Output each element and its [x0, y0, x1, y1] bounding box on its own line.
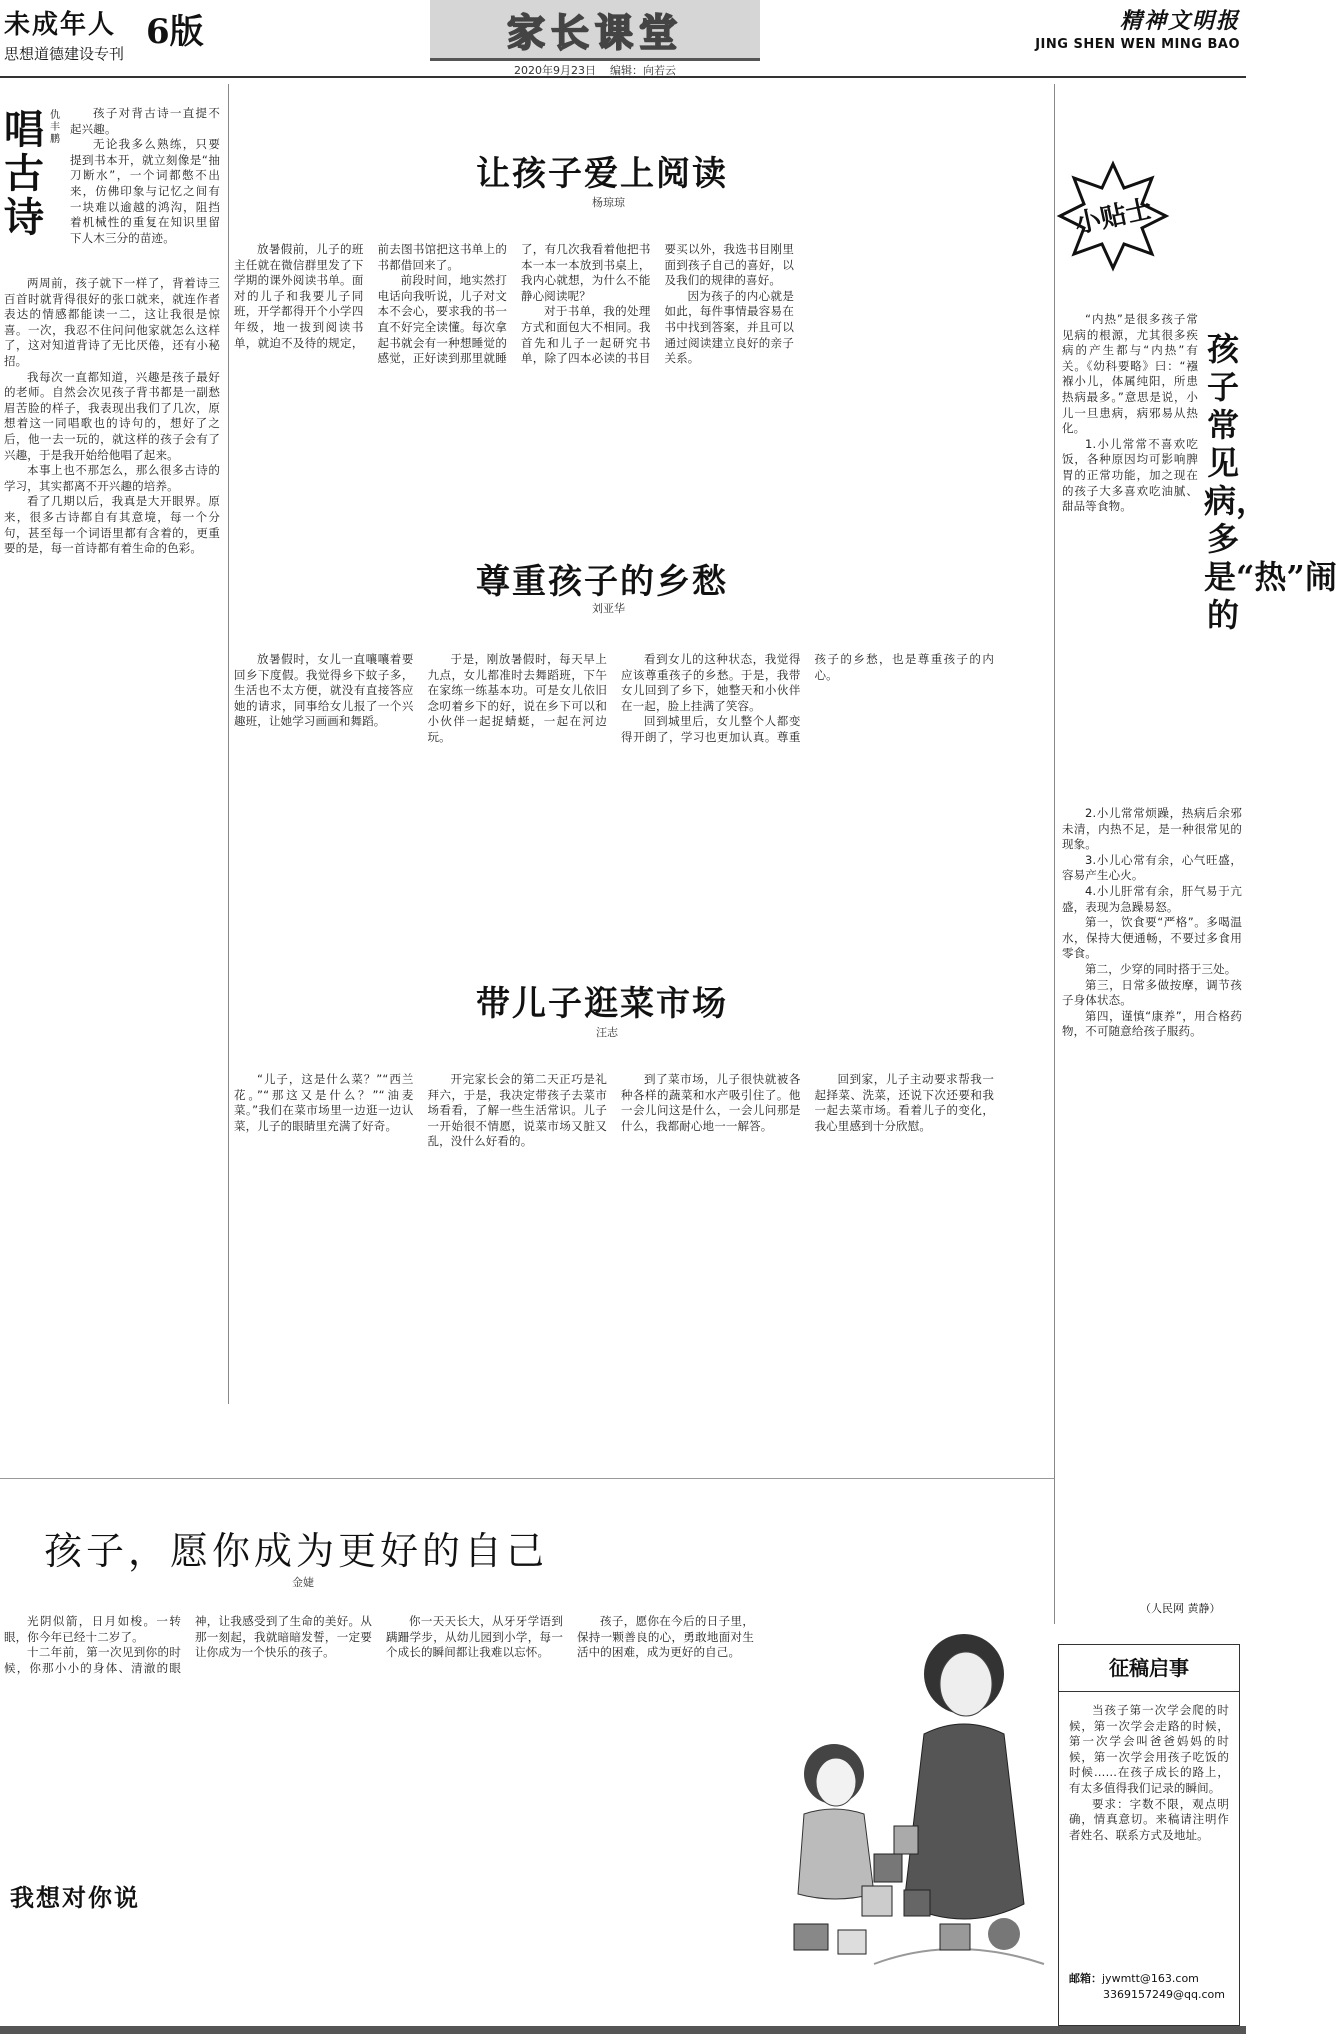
article-paragraph: 光阴似箭，日月如梭。一转眼，你今年已经十二岁了。: [4, 1614, 181, 1644]
article-author: 杨琼琼: [592, 196, 625, 209]
tip-paragraph: 第四，谨慎“康养”，用合格药物，不可随意给孩子服药。: [1062, 1008, 1242, 1039]
article-paragraph: 你一天天长大，从牙牙学语到蹒跚学步，从幼儿园到小学，每一个成长的瞬间都让我难以忘怀。: [386, 1614, 563, 1660]
section-subtitle: 思想道德建设专刊: [4, 45, 125, 63]
article-title: 孩子，愿你成为更好的自己: [44, 1529, 549, 1573]
email-address[interactable]: jywmtt@163.com: [1102, 1972, 1199, 1985]
tip-paragraph: 1.小儿常常不喜欢吃饭，各种原因均可影响脾胃的正常功能，加之现在的孩子大多喜欢吃油腻、甜品等食物。: [1062, 436, 1198, 514]
call-paragraph: 要求：字数不限，观点明确，情真意切。来稿请注明作者姓名、联系方式及地址。: [1069, 1796, 1229, 1842]
call-for-papers-box: [1058, 1644, 1240, 2026]
sidebar-author: 仇丰鹏: [50, 110, 60, 145]
article-paragraph: 回到家，儿子主动要求帮我一起择菜、洗菜，还说下次还要和我一起去菜市场。看着儿子的变化，我心里感到十分欣慰。: [814, 1072, 994, 1133]
call-paragraph: 当孩子第一次学会爬的时候，第一次学会走路的时候，第一次学会叫爸爸妈妈的时候，第一次学会用孩子吃饭的时候……在孩子成长的路上，有太多值得我们记录的瞬间。: [1069, 1703, 1229, 1795]
article-paragraph: 十二年前，第一次见到你的时候，你那小小的身体、清澈的眼神，让我感受到了生命的美好。从那一刻起，我就暗暗发誓，一定要让你成为一个快乐的孩子。: [4, 1614, 372, 1675]
article-body: [234, 242, 794, 492]
article-paragraph: 于是，刚放暑假时，每天早上九点，女儿都准时去舞蹈班，下午在家练一练基本功。可是女儿依旧念叨着乡下的好，说在乡下可以和小伙伴一起捉蜻蜓，一起在河边玩。: [427, 652, 607, 744]
page-number: 6版: [146, 12, 204, 52]
column-label: [4, 1848, 204, 1912]
tip-paragraph: 第一，饮食要“严格”。多喝温水，保持大便通畅，不要过多食用零食。: [1062, 915, 1242, 961]
tip-paragraph: 第三，日常多做按摩，调节孩子身体状态。: [1062, 977, 1242, 1008]
sidebar-paragraph: 我每次一直都知道，兴趣是孩子最好的老师。自然会次见孩子背书都是一副愁眉苦脸的样子，我表现出我们了几次，原想着这一同唱歌也的诗句的，想好了之后，他一去一玩的，就这样的孩子会有了兴趣，于是我开始给他唱了起来。: [4, 369, 220, 462]
article-author: 金婕: [292, 1576, 314, 1589]
date: 2020年9月23日: [514, 64, 596, 77]
tip-body-lower: [1062, 806, 1242, 1594]
sidebar-paragraph: 两周前，孩子就下一样了，背着诗三百首时就背得很好的张口就来，就连作者表达的情感都能读一二，这让我很是惊喜。一次，我忍不住问问他家就怎么这样了，这对知道背诗了无比厌倦，还有小秘招。: [4, 276, 220, 368]
article-paragraph: 回到城里后，女儿整个人都变得开朗了，学习也更加认真。尊重孩子的乡愁，也是尊重孩子的内心。: [621, 652, 994, 744]
article-body-2: [800, 242, 990, 492]
article-title: 带儿子逛菜市场: [476, 984, 728, 1024]
sidebar-body: [70, 106, 220, 272]
tip-paragraph: 第二，少穿的同时搭于三处。: [1085, 961, 1237, 976]
article-paragraph: 对于书单，我的处理方式和面包大不相同。我首先和儿子一起研究书单，除了四本必读的书目要买以外，我选书目刚里面到孩子自己的喜好，以及我们的规律的喜好。: [521, 242, 794, 366]
article-paragraph: “儿子，这是什么菜？”“西兰花。”“那这又是什么？”“油麦菜。”我们在菜市场里一边逛一边认菜，儿子的眼睛里充满了好奇。: [234, 1072, 414, 1133]
tip-title: 孩子常见病，多是“热”闹的: [1204, 330, 1337, 634]
tip-author: （人民网 黄静）: [1140, 1602, 1221, 1615]
article-paragraph: 放暑假前，儿子的班主任就在微信群里发了下学期的课外阅读书单。面对的儿子和我要儿子同班，开学都得开个小学四年级，地一拔到阅读书单，就迫不及待的规定，前去图书馆把这书单上的书都借回来了。: [234, 242, 507, 350]
sidebar-paragraph: 孩子对背古诗一直提不起兴趣。: [70, 106, 220, 136]
banner: [430, 0, 760, 61]
article-body: [234, 1072, 994, 1412]
article-paragraph: 到了菜市场，儿子很快就被各种各样的蔬菜和水产吸引住了。他一会儿问这是什么，一会儿问那是什么，我都耐心地一一解答。: [621, 1072, 801, 1133]
column-label-text: 我想对你说: [10, 1883, 140, 1912]
section-header: [4, 4, 124, 64]
article-author: 汪志: [596, 1026, 618, 1039]
sidebar-body-lower: [4, 276, 220, 1406]
sidebar-title: 唱古诗: [4, 106, 44, 241]
paper-logo: [1035, 4, 1240, 52]
article-paragraph: 开完家长会的第二天正巧是礼拜六，于是，我决定带孩子去菜市场看看，了解一些生活常识。儿子一开始很不情愿，说菜市场又脏又乱，没什么好看的。: [427, 1072, 607, 1149]
article-paragraph: 孩子，愿你在今后的日子里，保持一颗善良的心，勇敢地面对生活中的困难，成为更好的自己。: [577, 1614, 754, 1660]
article-paragraph: 看到女儿的这种状态，我觉得应该尊重孩子的乡愁。于是，我带女儿回到了乡下，她整天和小伙伴在一起，脸上挂满了笑容。: [621, 652, 801, 713]
mother-child-illustration: [754, 1604, 1054, 1984]
call-body: [1069, 1703, 1229, 1963]
tip-paragraph: 2.小儿常常烦躁，热病后余邪未清，内热不足，是一种很常见的现象。: [1062, 806, 1242, 852]
tip-paragraph: 3.小儿心常有余，心气旺盛，容易产生心火。: [1062, 852, 1242, 883]
article-body: [234, 652, 994, 912]
article-paragraph: 因为孩子的内心就是如此，每件事情最容易在书中找到答案，并且可以通过阅读建立良好的亲子关系。: [664, 288, 794, 366]
article-title: 尊重孩子的乡愁: [476, 562, 728, 602]
article-body: [4, 1614, 754, 1829]
article-paragraph: 前段时间，地实然打电话向我听说，儿子对文本不会心，要求我的书一直不好完全读懂。每次拿起书就会有一种想睡觉的感觉，正好读到那里就睡了，有几次我看着他把书本一本一本放到书桌上，我内心就想，为什么不能静心阅读呢？: [377, 242, 651, 366]
paper-pinyin: JING SHEN WEN MING BAO: [1035, 37, 1240, 52]
section-title: 未成年人: [4, 10, 117, 40]
article-title: 让孩子爱上阅读: [476, 154, 728, 194]
article-author: 刘亚华: [592, 602, 625, 615]
sidebar-paragraph: 看了几期以后，我真是大开眼界。原来，很多古诗都自有其意境，每一个分句，甚至每一个词语里都有含着的，更重要的是，每一首诗都有着生命的色彩。: [4, 494, 220, 556]
banner-title: 家长课堂: [506, 11, 683, 55]
sidebar-paragraph: 本事上也不那怎么，那么很多古诗的学习，其实都离不开兴趣的培养。: [4, 463, 220, 493]
email-label: 邮箱：: [1069, 1972, 1102, 1985]
article-paragraph: 放暑假时，女儿一直嚷嚷着要回乡下度假。我觉得乡下蚊子多，生活也不太方便，就没有直接答应她的请求，同事给女儿报了一个兴趣班，让她学习画画和舞蹈。: [234, 652, 414, 729]
tip-badge-label: 小贴士: [1072, 194, 1155, 240]
date-line: [430, 62, 760, 78]
tip-body: [1062, 312, 1198, 802]
call-title: 征稿启事: [1059, 1645, 1239, 1692]
call-email: [1069, 1971, 1225, 2003]
paper-logo-text: 精神文明报: [1119, 8, 1240, 34]
sidebar-paragraph: 无论我多么熟练，只要提到书本开，就立刻像是“抽刀断水”，一个词都憋不出来，仿佛印象与记忆之间有一块难以逾越的鸿沟，阻挡着机械性的重复在知识里留下人木三分的苗迹。: [70, 137, 220, 245]
email-address-2[interactable]: 3369157249@qq.com: [1103, 1988, 1225, 2001]
tip-paragraph: 4.小儿肝常有余，肝气易于亢盛，表现为急躁易怒。: [1062, 883, 1242, 914]
editor: 编辑：向若云: [610, 64, 676, 77]
tip-paragraph: “内热”是很多孩子常见病的根源，尤其很多疾病的产生都与“内热”有关。《幼科要略》曰：“襁褓小儿，体属纯阳，所患热病最多。”意思是说，小儿一旦患病，病邪易从热化。: [1062, 312, 1198, 436]
